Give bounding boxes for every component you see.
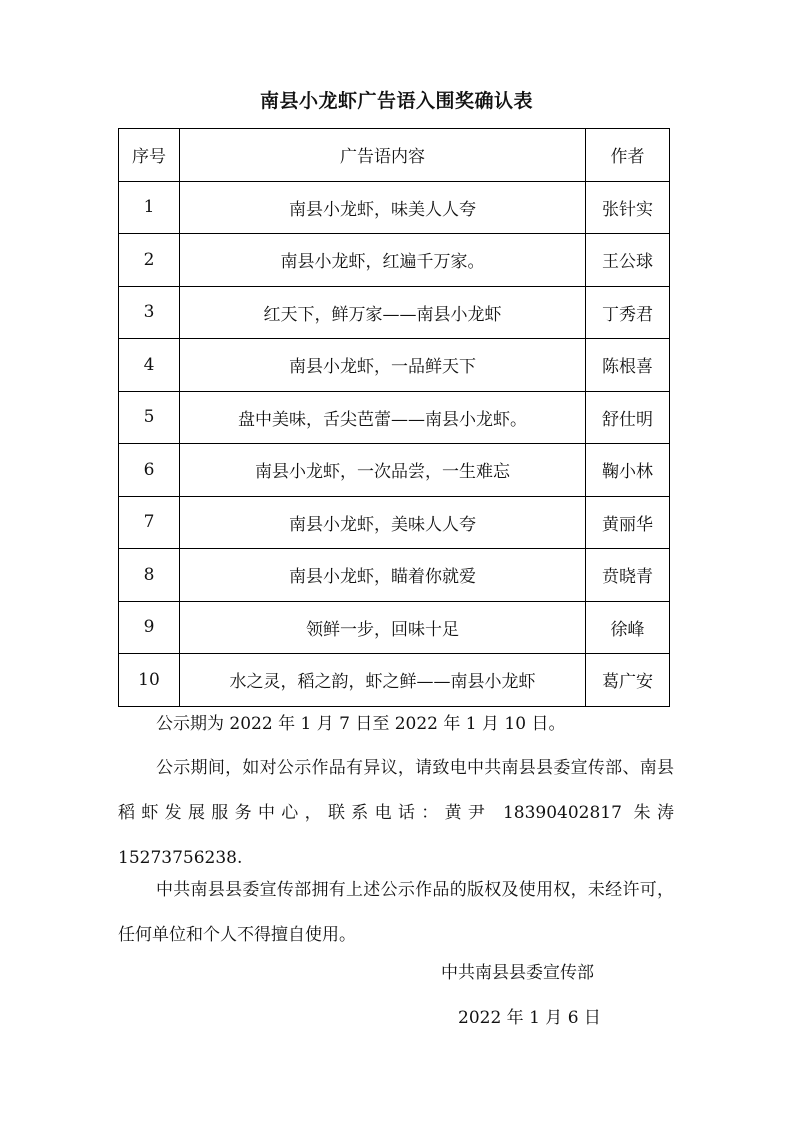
cell-slogan: 水之灵，稻之韵，虾之鲜——南县小龙虾 [180,654,586,707]
table-row [119,549,670,602]
cell-no: 9 [119,601,180,654]
cell-author: 王公球 [586,234,670,287]
table-row [119,601,670,654]
cell-author: 贲晓青 [586,549,670,602]
cell-no: 6 [119,444,180,497]
cell-author: 黄丽华 [586,496,670,549]
cell-slogan: 南县小龙虾，一品鲜天下 [180,339,586,392]
cell-slogan: 领鲜一步，回味十足 [180,601,586,654]
cell-no: 1 [119,181,180,234]
cell-slogan: 红天下，鲜万家——南县小龙虾 [180,286,586,339]
cell-author: 舒仕明 [586,391,670,444]
cell-author: 鞠小林 [586,444,670,497]
header-slogan: 广告语内容 [180,129,586,182]
cell-no: 4 [119,339,180,392]
table-row [119,496,670,549]
cell-slogan: 南县小龙虾，味美人人夸 [180,181,586,234]
cell-slogan: 南县小龙虾，一次品尝，一生难忘 [180,444,586,497]
table-row [119,181,670,234]
signature-date: 2022 年 1 月 6 日 [458,1008,601,1028]
table-row [119,339,670,392]
table-header-row [119,129,670,182]
table-row [119,654,670,707]
cell-no: 5 [119,391,180,444]
document-title: 南县小龙虾广告语入围奖确认表 [259,90,533,112]
cell-slogan: 盘中美味，舌尖芭蕾——南县小龙虾。 [180,391,586,444]
header-author: 作者 [586,129,670,182]
cell-author: 陈根喜 [586,339,670,392]
table-row [119,391,670,444]
award-table [118,128,670,707]
cell-author: 张针实 [586,181,670,234]
cell-no: 3 [119,286,180,339]
table-row [119,286,670,339]
publicity-period-paragraph: 公示期为 2022 年 1 月 7 日至 2022 年 1 月 10 日。 [156,714,566,734]
cell-slogan: 南县小龙虾，红遍千万家。 [180,234,586,287]
cell-author: 丁秀君 [586,286,670,339]
cell-author: 葛广安 [586,654,670,707]
table-row [119,444,670,497]
header-no: 序号 [119,129,180,182]
objection-contact-paragraph: 公示期间，如对公示作品有异议，请致电中共南县县委宣传部、南县稻虾发展服务中心，联系电话：黄尹 18390402817 朱涛 15273756238. [118,758,674,868]
cell-slogan: 南县小龙虾，美味人人夸 [180,496,586,549]
cell-author: 徐峰 [586,601,670,654]
copyright-paragraph: 中共南县县委宣传部拥有上述公示作品的版权及使用权，未经许可，任何单位和个人不得擅自使用。 [118,880,674,945]
signature-organization: 中共南县县委宣传部 [441,963,594,983]
cell-no: 10 [119,654,180,707]
cell-no: 7 [119,496,180,549]
cell-slogan: 南县小龙虾，瞄着你就爱 [180,549,586,602]
cell-no: 8 [119,549,180,602]
table-row [119,234,670,287]
cell-no: 2 [119,234,180,287]
